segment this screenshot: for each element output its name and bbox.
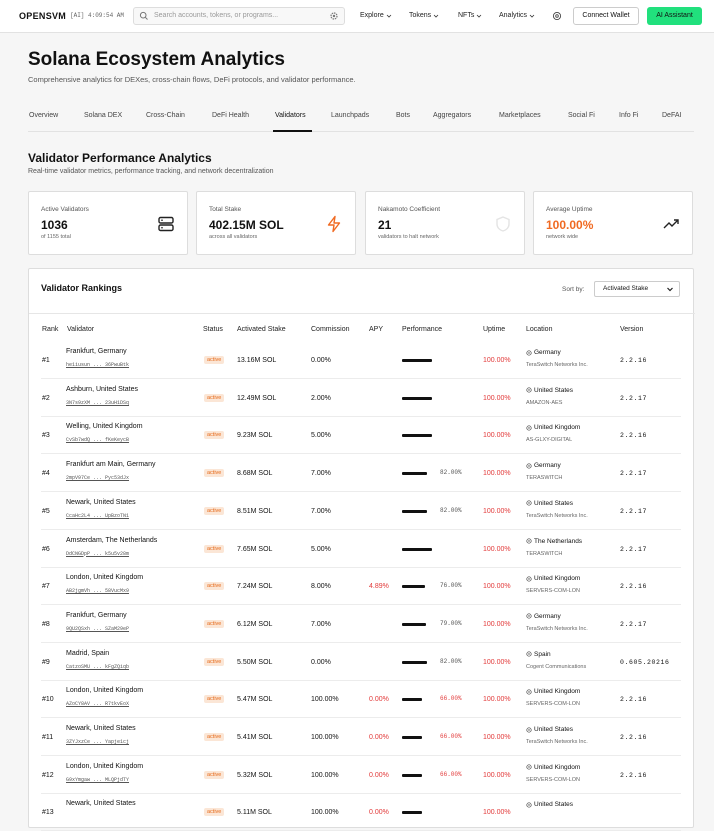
status-badge: active [204,582,224,590]
col-location[interactable]: Location [526,326,553,333]
rank: #7 [42,583,50,591]
activated-stake: 7.65M SOL [237,545,273,553]
uptime: 100.00% [483,734,511,741]
validator-rankings-panel [28,268,694,828]
apy: 0.00% [369,809,389,817]
col-performance[interactable]: Performance [402,326,443,333]
commission: 0.00% [311,357,331,364]
commission: 2.00% [311,394,331,402]
version: 2.2.17 [620,507,648,515]
stat-value: 100.00% [546,218,594,232]
validator-location[interactable]: Newark, United States [66,498,136,506]
location-pin-icon [526,689,532,695]
table-row[interactable] [41,680,681,718]
performance-bar [402,434,432,437]
performance-value: 82.00% [440,506,462,514]
activated-stake: 5.32M SOL [237,771,273,779]
apy: 0.00% [369,771,389,779]
table-row[interactable] [41,492,681,530]
page-title: Solana Ecosystem Analytics [28,49,285,70]
activated-stake: 8.51M SOL [237,507,273,515]
col-commission[interactable]: Commission [311,326,350,333]
stat-label: Total Stake [209,206,242,213]
performance-bar [402,661,427,664]
stat-sub: network wide [546,234,579,240]
performance-bar [402,472,427,475]
panel-title: Validator Rankings [41,283,123,293]
table-row[interactable] [41,416,681,454]
performance-bar [402,774,422,777]
col-uptime[interactable]: Uptime [483,326,506,333]
tab-launchpads[interactable]: Launchpads [331,112,370,119]
status-badge: active [204,733,224,741]
stat-label: Active Validators [41,206,89,213]
validator-address-link[interactable]: 3ZYJxzCe ... Yapje1cj [66,739,130,745]
commission: 5.00% [311,432,331,440]
apy: 0.00% [369,734,389,741]
rank: #11 [42,734,54,741]
validator-address-link[interactable]: 3N7s9zXM ... 23uH1DSq [66,399,130,406]
validator-address-link[interactable]: AB2jgmVh ... 58VucMx9 [66,588,130,595]
rank: #10 [42,696,54,704]
validator-address-link[interactable]: DdCNGDpP ... k5u5v28m [66,550,130,557]
performance-value: 66.00% [440,733,462,740]
nav-nfts[interactable]: NFTs [458,12,482,19]
chevron-down-icon [666,285,674,293]
tab-social-fi[interactable]: Social Fi [568,112,595,119]
commission: 5.00% [311,545,331,553]
validator-location[interactable]: Madrid, Spain [66,649,110,657]
country: Germany [526,613,561,620]
asn: SERVERS-COM-LON [526,776,580,783]
nav-analytics[interactable]: Analytics [499,12,535,19]
rank: #13 [42,809,54,817]
tab-cross-chain[interactable]: Cross-Chain [146,112,185,119]
location-pin-icon [526,538,532,544]
rank: #5 [42,507,50,515]
country: United States [526,500,573,507]
country: The Netherlands [526,538,582,545]
location-pin-icon [526,387,532,393]
location-pin-icon [526,576,532,582]
activated-stake: 12.49M SOL [237,394,277,402]
asn: TERASWITCH [526,475,563,482]
apy: 0.00% [369,696,389,704]
stat-value: 21 [378,218,392,232]
asn: TeraSwitch Networks Inc. [526,362,588,368]
tab-validators[interactable]: Validators [275,112,306,119]
uptime: 100.00% [483,620,511,628]
table-row[interactable] [41,454,681,492]
ai-assistant-button[interactable]: AI Assistant [647,7,702,25]
asn: TeraSwitch Networks Inc. [526,625,588,632]
version: 2.2.16 [620,583,648,591]
table-row[interactable] [41,341,681,379]
search-input[interactable] [133,7,345,25]
commission: 0.00% [311,658,331,666]
uptime: 100.00% [483,809,511,817]
tab-bots[interactable]: Bots [396,112,411,119]
performance-bar [402,736,422,739]
col-rank[interactable]: Rank [42,326,59,333]
validator-address-link[interactable]: CatzoSMU ... kFgZQiqb [66,663,130,670]
stat-label: Nakamoto Coefficient [378,206,441,213]
uptime: 100.00% [483,545,511,553]
uptime: 100.00% [483,583,511,591]
country: Germany [526,462,561,469]
chevron-down-icon [433,13,439,19]
table-row[interactable] [41,793,681,831]
performance-bar [402,510,427,513]
validator-location[interactable]: Frankfurt, Germany [66,611,127,619]
table-row[interactable] [41,567,681,605]
trend-up-icon [662,215,680,233]
version: 0.605.20216 [620,658,670,666]
version: 2.2.17 [620,470,648,478]
server-icon [157,215,175,233]
section-title: Validator Performance Analytics [28,151,212,165]
validator-location[interactable]: Newark, United States [66,725,136,732]
validator-location[interactable]: London, United Kingdom [66,574,144,582]
status-badge: active [204,808,224,816]
table-row[interactable] [41,643,681,681]
asn: AS-GLXY-DIGITAL [526,437,573,444]
rank: #3 [42,432,50,440]
tab-bar [28,104,694,132]
activated-stake: 6.12M SOL [237,620,273,628]
version: 2.2.16 [620,696,648,704]
commission: 8.00% [311,583,331,591]
stat-card-nakamoto [365,191,525,255]
stat-sub: validators to halt network [378,234,439,240]
top-bar [0,0,714,33]
commission: 100.00% [311,809,339,817]
location-pin-icon [526,651,532,657]
asn: SERVERS-COM-LON [526,588,580,595]
rank: #4 [42,470,50,478]
location-pin-icon [526,463,532,469]
col-apy[interactable]: APY [369,326,384,333]
rank: #12 [42,771,54,779]
country: United Kingdom [526,764,580,771]
activated-stake: 8.68M SOL [237,470,273,478]
tab-overview[interactable]: Overview [29,112,59,119]
activated-stake: 9.23M SOL [237,432,273,440]
performance-value: 66.00% [440,770,462,778]
uptime: 100.00% [483,696,511,704]
status-badge: active [204,620,224,628]
status-badge: active [204,469,224,477]
tab-marketplaces[interactable]: Marketplaces [499,112,541,119]
validator-location[interactable]: London, United Kingdom [66,687,144,695]
asn: TeraSwitch Networks Inc. [526,739,588,745]
sort-select[interactable]: Activated Stake [594,281,680,297]
version: 2.2.16 [620,432,648,440]
gear-icon[interactable] [329,11,339,21]
search-placeholder: Search accounts, tokens, or programs... [154,12,279,19]
validator-address-link[interactable]: CcaHc2L4 ... UpBzoTN1 [66,512,130,519]
status-badge: active [204,695,224,703]
version: 2.2.17 [620,394,648,402]
location-pin-icon [526,425,532,431]
validator-location[interactable]: Frankfurt am Main, Germany [66,461,156,469]
tab-defai[interactable]: DeFAI [662,112,682,119]
tab-defi-health[interactable]: DeFi Health [212,112,249,119]
version: 2.2.16 [620,734,648,741]
status-badge: active [204,431,224,439]
uptime: 100.00% [483,394,511,402]
stat-card-total-stake [196,191,356,255]
lightning-icon [325,215,343,233]
validator-address-link[interactable]: AZoCY8AV ... R7tkvEoX [66,701,130,708]
validator-location[interactable]: Welling, United Kingdom [66,423,143,431]
location-pin-icon [526,727,532,733]
status-badge: active [204,771,224,779]
country: Spain [526,651,551,658]
stat-card-average-uptime [533,191,693,255]
version: 2.2.17 [620,545,648,553]
rank: #6 [42,545,50,553]
version: 2.2.16 [620,771,648,779]
stat-sub: across all validators [209,234,258,240]
commission: 7.00% [311,470,331,478]
country: United States [526,726,573,733]
status-badge: active [204,356,224,364]
apy: 4.89% [369,583,389,591]
activated-stake: 13.16M SOL [237,357,277,364]
commission: 100.00% [311,696,339,704]
chevron-down-icon [476,13,482,19]
validator-location[interactable]: Frankfurt, Germany [66,348,127,355]
country: United States [526,387,573,394]
table-row[interactable] [41,379,681,417]
uptime: 100.00% [483,432,511,440]
asn: Cogent Communications [526,663,587,670]
version: 2.2.17 [620,620,648,628]
table-row[interactable] [41,718,681,756]
asn: TERASWITCH [526,550,563,557]
country: United Kingdom [526,424,580,431]
col-version[interactable]: Version [620,326,644,333]
country: Germany [526,349,561,356]
validator-address-link[interactable]: 2mpV97Ce ... Pyc53dJx [66,475,130,482]
clock: 4:09:54 AM [88,12,125,19]
connect-wallet-button[interactable]: Connect Wallet [573,7,639,25]
settings-icon[interactable] [552,11,562,21]
status-badge: active [204,507,224,515]
tab-solana-dex[interactable]: Solana DEX [84,112,123,119]
asn: TeraSwitch Networks Inc. [526,512,588,519]
stat-value: 1036 [41,218,68,232]
asn: SERVERS-COM-LON [526,701,580,708]
status-badge: active [204,394,224,402]
col-stake[interactable]: Activated Stake [237,326,286,333]
col-validator[interactable]: Validator [67,326,95,333]
asn: AMAZON-AES [526,399,563,406]
section-subtitle: Real-time validator metrics, performance tracking, and network decentralization [28,168,274,175]
location-pin-icon [526,802,532,808]
version: 2.2.16 [620,357,648,364]
activated-stake: 5.47M SOL [237,696,273,704]
commission: 7.00% [311,507,331,515]
country: United Kingdom [526,575,580,582]
performance-value: 76.00% [440,582,462,590]
activated-stake: 5.11M SOL [237,809,272,817]
validator-address-link[interactable]: CvSb7wdQ ... fKeKeycB [66,437,130,444]
tab-info-fi[interactable]: Info Fi [619,112,639,119]
page-subtitle: Comprehensive analytics for DEXes, cross-chain flows, DeFi protocols, and validator performance. [28,75,356,84]
location-pin-icon [526,350,532,356]
country: United States [526,801,573,808]
performance-value: 82.00% [440,469,462,477]
validator-location[interactable]: London, United Kingdom [66,762,144,770]
performance-bar [402,811,422,814]
validator-location[interactable]: Amsterdam, The Netherlands [66,536,158,544]
nav-explore[interactable]: Explore [360,12,392,19]
uptime: 100.00% [483,507,511,515]
validator-address-link[interactable]: 9QU2QSxh ... SZaM29eP [66,625,130,632]
table-row[interactable] [41,605,681,643]
performance-value: 82.00% [440,657,462,665]
table-row[interactable] [41,530,681,568]
validator-location[interactable]: Ashburn, United States [66,385,138,393]
active-tab-indicator [273,130,312,132]
status-badge: active [204,658,224,666]
performance-bar [402,548,432,551]
uptime: 100.00% [483,357,511,364]
performance-bar [402,698,422,701]
divider [29,313,695,314]
performance-bar [402,585,425,588]
chevron-down-icon [529,13,535,19]
table-row[interactable] [41,756,681,794]
validator-address-link[interactable]: G9xYmgaw ... MLQPjdTY [66,776,130,783]
brand-logo[interactable]: OPENSVM [19,11,67,21]
rank: #1 [42,357,50,364]
stat-label: Average Uptime [546,206,593,213]
activated-stake: 5.41M SOL [237,734,273,741]
chevron-down-icon [386,13,392,19]
stat-sub: of 1155 total [41,234,71,240]
country: United Kingdom [526,688,580,695]
performance-bar [402,397,432,400]
rank: #2 [42,394,50,402]
shield-icon [494,215,512,233]
status-badge: active [204,545,224,553]
sort-label: Sort by: [562,286,585,293]
stat-value: 402.15M SOL [209,218,284,232]
location-pin-icon [526,764,532,770]
location-pin-icon [526,500,532,506]
commission: 7.00% [311,620,331,628]
uptime: 100.00% [483,470,511,478]
activated-stake: 5.50M SOL [237,658,273,666]
col-status[interactable]: Status [203,326,223,333]
validator-location[interactable]: Newark, United States [66,800,136,808]
performance-value: 79.00% [440,619,462,627]
performance-value: 66.00% [440,695,462,703]
nav-tokens[interactable]: Tokens [409,12,439,19]
uptime: 100.00% [483,771,511,779]
tab-aggregators[interactable]: Aggregators [433,112,472,119]
performance-bar [402,623,426,626]
performance-bar [402,359,432,362]
rank: #8 [42,620,50,628]
activated-stake: 7.24M SOL [237,583,273,591]
rank: #9 [42,658,50,666]
commission: 100.00% [311,734,339,741]
validator-address-link[interactable]: he1iusun ... 36PwuBtk [66,362,130,368]
search-icon [139,11,149,21]
stat-card-active-validators [28,191,188,255]
uptime: 100.00% [483,658,511,666]
commission: 100.00% [311,771,339,779]
location-pin-icon [526,613,532,619]
brand-tag: [AI] [70,12,85,19]
